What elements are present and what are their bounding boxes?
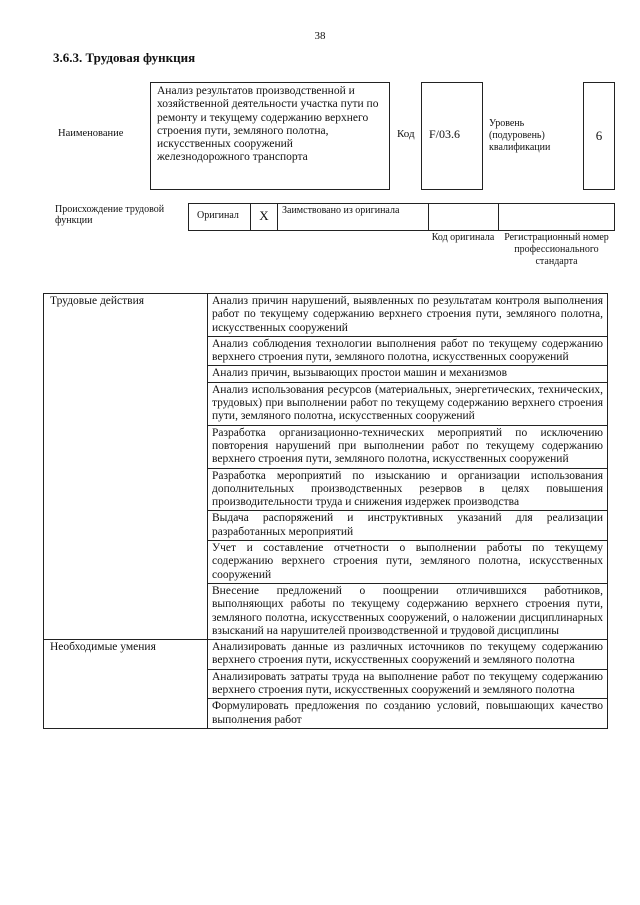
origin-label: Происхождение трудовой функции [55,204,165,226]
table-row [44,640,608,670]
naming-label: Наименование [58,128,124,139]
function-name-box: Анализ результатов производственной и хозяйственной деятельности участка пути по ремонту и текущему содержанию верхнего строения пути, земляного полотна, искусственных сооружений железнодорожного транспорта [150,82,390,190]
original-code-caption: Код оригинала [431,232,495,243]
labor-action-item: Выдача распоряжений и инструктивных указаний для реализации разработанных мероприятий [208,511,608,541]
code-label: Код [397,128,415,140]
code-value-box: F/03.6 [421,82,483,190]
function-table [43,293,608,729]
original-label: Оригинал [189,204,251,230]
labor-action-item: Анализ использования ресурсов (материальных, энергетических, технических, трудовых) при выполнении работ по текущему содержанию верхнего строения пути, земляного полотна, искусственных сооружений [208,382,608,425]
page-number: 38 [314,30,326,42]
labor-action-item: Учет и составление отчетности о выполнении работы по текущему содержанию верхнего строения пути, земляного полотна, искусственных сооружений [208,541,608,584]
qualification-level-box: 6 [583,82,615,190]
section-title: 3.6.3. Трудовая функция [53,50,196,65]
skill-item: Формулировать предложения по созданию условий, повышающих качество выполнения работ [208,699,608,729]
labor-action-item: Анализ причин, вызывающих простои машин и механизмов [208,366,608,382]
labor-action-item: Анализ соблюдения технологии выполнения работ по текущему содержанию верхнего строения пути, земляного полотна, искусственных сооружений [208,336,608,366]
reg-number-caption: Регистрационный номер профессионального стандарта [504,232,609,267]
skill-item: Анализировать затраты труда на выполнение работ по текущему содержанию верхнего строения пути, искусственных сооружений и земляного полотна [208,669,608,699]
original-mark: X [251,204,278,230]
borrowed-label: Заимствовано из оригинала [278,204,429,230]
labor-action-item: Анализ причин нарушений, выявленных по результатам контроля выполнения работ по текущему содержанию верхнего строения пути, земляного полотна, искусственных сооружений [208,294,608,337]
skills-label: Необходимые умения [44,640,208,729]
table-row [44,294,608,337]
qualification-level-label: Уровень (подуровень) квалификации [489,118,551,153]
origin-row [188,203,615,231]
labor-action-item: Разработка мероприятий по изысканию и организации использования дополнительных производственных резервов в целях повышения производительности труда и снижения издержек производства [208,468,608,511]
original-code-cell [429,204,499,230]
labor-actions-label: Трудовые действия [44,294,208,640]
labor-action-item: Разработка организационно-технических мероприятий по исключению повторения нарушений при выполнении работ по текущему содержанию верхнего строения пути, земляного полотна, искусственных сооружений [208,425,608,468]
reg-number-cell [499,204,614,230]
labor-action-item: Внесение предложений о поощрении отличившихся работников, выполняющих работы по текущему содержанию верхнего строения пути, земляного полотна, искусственных сооружений, о наложении дисциплинарных взысканий на нарушителей производственной и трудовой дисциплины [208,583,608,639]
skill-item: Анализировать данные из различных источников по текущему содержанию верхнего строения пути, искусственных сооружений и земляного полотна [208,640,608,670]
